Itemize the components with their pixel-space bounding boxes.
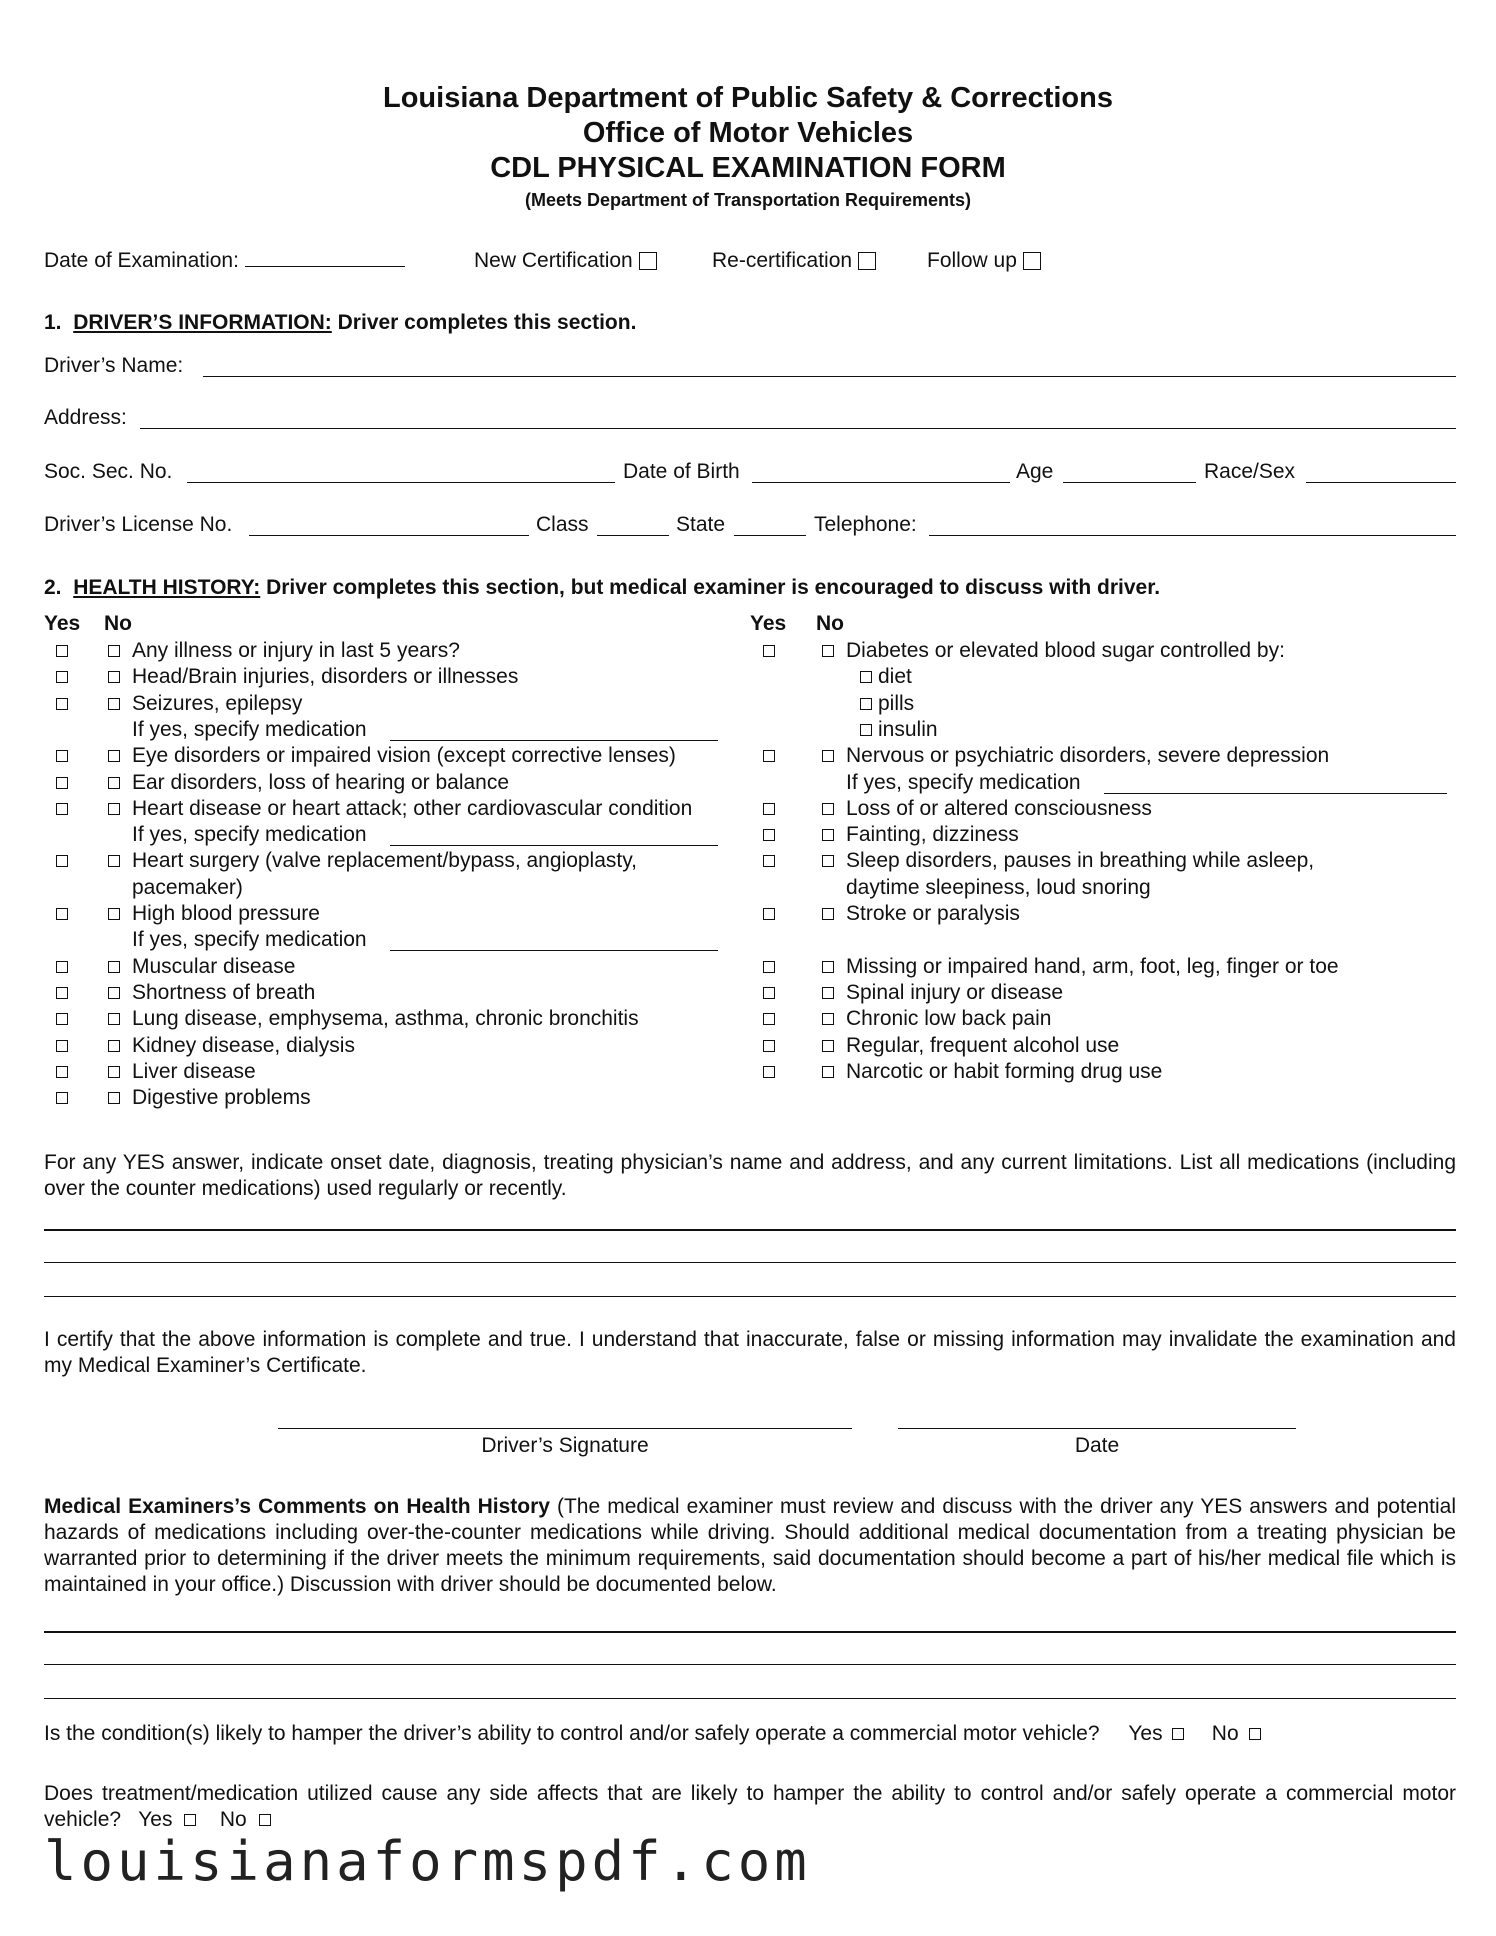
comments-line-1[interactable] (44, 1631, 1456, 1633)
right-history-no-checkbox[interactable] (822, 987, 834, 999)
left-history-no-checkbox[interactable] (108, 908, 120, 920)
section-1-number: 1. (44, 311, 62, 334)
left-history-no-checkbox[interactable] (108, 1040, 120, 1052)
class-label: Class (536, 513, 589, 536)
right-history-yes-checkbox[interactable] (763, 987, 775, 999)
left-history-no-checkbox[interactable] (108, 777, 120, 789)
left-medication-field[interactable] (390, 928, 718, 951)
left-history-label: Digestive problems (132, 1086, 311, 1110)
right-history-label: Loss of or altered consciousness (846, 796, 1152, 820)
right-medication-field[interactable] (1104, 771, 1447, 794)
dob-field[interactable] (752, 460, 1010, 483)
state-label: State (676, 513, 726, 536)
section-1-title: DRIVER’S INFORMATION: (73, 311, 332, 334)
right-history-label: Spinal injury or disease (846, 980, 1064, 1004)
right-history-yes-checkbox[interactable] (763, 750, 775, 762)
form-subtitle: (Meets Department of Transportation Requirements) (524, 190, 972, 210)
right-history-sub-checkbox[interactable] (860, 724, 872, 736)
driver-signature-label: Driver’s Signature (481, 1434, 649, 1457)
right-history-yes-checkbox[interactable] (763, 908, 775, 920)
form-title: CDL PHYSICAL EXAMINATION FORM (490, 152, 1006, 184)
right-history-label: Stroke or paralysis (846, 902, 1020, 925)
left-history-label: Muscular disease (132, 954, 296, 978)
license-label: Driver’s License No. (44, 513, 233, 536)
right-history-no-checkbox[interactable] (822, 829, 834, 841)
left-history-label: Shortness of breath (132, 980, 316, 1004)
certification-statement: I certify that the above information is complete and true. I understand that inaccurate, false or missing information may invalidate the examination and my Medical Examiner’s Certificate. (44, 1328, 1456, 1377)
form-office-title: Office of Motor Vehicles (582, 117, 914, 149)
left-history-yes-checkbox[interactable] (56, 645, 68, 657)
left-history-label: High blood pressure (132, 902, 320, 925)
right-history-sub-checkbox[interactable] (860, 671, 872, 683)
section-2-title: HEALTH HISTORY: (73, 576, 261, 599)
left-history-label: Any illness or injury in last 5 years? (132, 639, 460, 662)
address-field[interactable] (140, 406, 1456, 429)
left-history-no-checkbox[interactable] (108, 961, 120, 973)
left-history-no-checkbox[interactable] (108, 750, 120, 762)
explanation-line-1[interactable] (44, 1229, 1456, 1231)
right-no-header: No (816, 612, 844, 635)
condition-no-checkbox[interactable] (1249, 1728, 1261, 1740)
right-history-sub-checkbox[interactable] (860, 698, 872, 710)
left-history-yes-checkbox[interactable] (56, 987, 68, 999)
medication-no-label: No (219, 1808, 247, 1831)
right-history-no-checkbox[interactable] (822, 908, 834, 920)
examiner-comments-body: (The medical examiner must review and discuss with the driver any YES answers and potential hazards of medications including over-the-counter medications while driving. Should additional medical documentation from a treating physician be warranted prior to determining if the driver meets the minimum requirements, said documentation should become a part of his/her medical file which is maintained in your office.) Discussion with driver should be documented below. (44, 1495, 1456, 1596)
right-history-yes-checkbox[interactable] (763, 645, 775, 657)
left-history-label: pacemaker) (132, 875, 243, 899)
exam-date-field[interactable] (245, 266, 405, 267)
recertification-label: Re-certification (712, 249, 853, 272)
right-history-yes-checkbox[interactable] (763, 829, 775, 841)
left-history-label: Seizures, epilepsy (132, 691, 303, 715)
right-history-label: insulin (878, 717, 938, 741)
address-label: Address: (44, 406, 127, 429)
right-history-label: If yes, specify medication (846, 770, 1081, 794)
driver-name-field[interactable] (203, 354, 1456, 377)
left-history-no-checkbox[interactable] (108, 1013, 120, 1025)
left-history-no-checkbox[interactable] (108, 855, 120, 867)
section-2-note: Driver completes this section, but medical examiner is encouraged to discuss with driver. (266, 576, 1161, 599)
right-history-label: Sleep disorders, pauses in breathing while asleep, (846, 849, 1315, 873)
race-sex-field[interactable] (1306, 460, 1456, 483)
left-history-yes-checkbox[interactable] (56, 1066, 68, 1078)
class-field[interactable] (597, 513, 669, 536)
site-watermark: louisianaformspdf.com (44, 1830, 811, 1893)
condition-question-text: Is the condition(s) likely to hamper the driver’s ability to control and/or safely operate a commercial motor vehicle? (44, 1722, 1100, 1745)
comments-line-3[interactable] (44, 1698, 1456, 1699)
medication-question-text: Does treatment/medication utilized cause any side affects that are likely to hamper the ability to control and/or safely operate a commercial motor vehicle? (44, 1782, 1456, 1831)
section-1-heading (44, 311, 636, 335)
medication-no-checkbox[interactable] (259, 1814, 271, 1826)
signature-date-line[interactable] (898, 1428, 1296, 1429)
left-history-label: Ear disorders, loss of hearing or balance (132, 770, 510, 794)
explanation-line-3[interactable] (44, 1296, 1456, 1297)
ssn-field[interactable] (187, 460, 615, 483)
left-history-label: Liver disease (132, 1059, 256, 1083)
left-history-yes-checkbox[interactable] (56, 698, 68, 710)
exam-date-label: Date of Examination: (44, 249, 239, 272)
telephone-field[interactable] (929, 513, 1456, 536)
right-history-yes-checkbox[interactable] (763, 803, 775, 815)
left-history-label: Heart disease or heart attack; other cardiovascular condition (132, 796, 693, 820)
right-history-label: diet (878, 665, 912, 689)
section-2-heading (44, 576, 1160, 600)
right-history-no-checkbox[interactable] (822, 645, 834, 657)
form-agency-title: Louisiana Department of Public Safety & Corrections (383, 82, 1113, 114)
left-no-header: No (104, 612, 132, 635)
left-history-no-checkbox[interactable] (108, 698, 120, 710)
right-yes-header: Yes (750, 612, 787, 635)
exam-date-row (44, 249, 405, 273)
new-certification-label: New Certification (474, 249, 633, 272)
driver-name-label: Driver’s Name: (44, 354, 184, 377)
section-1-note: Driver completes this section. (337, 311, 637, 334)
medication-question (44, 1781, 1456, 1833)
race-sex-label: Race/Sex (1204, 460, 1296, 483)
signature-date-label: Date (1074, 1434, 1120, 1457)
right-history-yes-checkbox[interactable] (763, 1066, 775, 1078)
left-history-label: If yes, specify medication (132, 717, 367, 741)
license-field[interactable] (249, 513, 529, 536)
right-history-label: Nervous or psychiatric disorders, severe depression (846, 744, 1330, 768)
medication-yes-checkbox[interactable] (184, 1814, 196, 1826)
right-history-no-checkbox[interactable] (822, 855, 834, 867)
explanation-line-2[interactable] (44, 1262, 1456, 1263)
examiner-comments-title: Medical Examiners’s Comments on Health History (44, 1495, 550, 1518)
right-history-no-checkbox[interactable] (822, 1040, 834, 1052)
left-history-yes-checkbox[interactable] (56, 1092, 68, 1104)
driver-signature-line[interactable] (278, 1428, 852, 1429)
new-certification-checkbox[interactable] (639, 252, 657, 270)
ssn-label: Soc. Sec. No. (44, 460, 173, 483)
right-history-yes-checkbox[interactable] (763, 961, 775, 973)
left-history-yes-checkbox[interactable] (56, 1040, 68, 1052)
new-certification-option[interactable] (474, 249, 657, 273)
left-history-yes-checkbox[interactable] (56, 908, 68, 920)
right-history-label: Narcotic or habit forming drug use (846, 1059, 1163, 1083)
right-history-label: Fainting, dizziness (846, 823, 1019, 847)
left-history-no-checkbox[interactable] (108, 671, 120, 683)
medication-yes-label: Yes (138, 1808, 173, 1831)
section-2-number: 2. (44, 576, 62, 599)
comments-line-2[interactable] (44, 1664, 1456, 1665)
follow-up-label: Follow up (927, 249, 1017, 272)
left-history-label: Head/Brain injuries, disorders or illnesses (132, 665, 519, 689)
condition-yes-label: Yes (1128, 1722, 1163, 1745)
dob-label: Date of Birth (623, 460, 740, 483)
condition-yes-checkbox[interactable] (1172, 1728, 1184, 1740)
right-history-label: daytime sleepiness, loud snoring (846, 875, 1151, 899)
age-field[interactable] (1063, 460, 1196, 483)
left-medication-field[interactable] (390, 823, 718, 846)
right-history-label: Missing or impaired hand, arm, foot, leg, finger or toe (846, 954, 1339, 978)
condition-no-label: No (1211, 1722, 1239, 1745)
right-history-label: Regular, frequent alcohol use (846, 1033, 1120, 1057)
telephone-label: Telephone: (814, 513, 917, 536)
right-history-no-checkbox[interactable] (822, 961, 834, 973)
left-history-yes-checkbox[interactable] (56, 777, 68, 789)
left-history-no-checkbox[interactable] (108, 1092, 120, 1104)
age-label: Age (1016, 460, 1054, 483)
left-history-yes-checkbox[interactable] (56, 961, 68, 973)
right-history-no-checkbox[interactable] (822, 1013, 834, 1025)
state-field[interactable] (734, 513, 806, 536)
left-history-label: Eye disorders or impaired vision (except corrective lenses) (132, 744, 676, 768)
right-history-label: pills (878, 691, 915, 715)
left-history-label: If yes, specify medication (132, 823, 367, 847)
right-history-yes-checkbox[interactable] (763, 855, 775, 867)
left-history-label: Lung disease, emphysema, asthma, chronic bronchitis (132, 1007, 639, 1031)
left-medication-field[interactable] (390, 718, 718, 741)
left-history-no-checkbox[interactable] (108, 645, 120, 657)
right-history-no-checkbox[interactable] (822, 750, 834, 762)
left-history-label: Kidney disease, dialysis (132, 1033, 355, 1057)
left-history-no-checkbox[interactable] (108, 987, 120, 999)
right-history-label: Diabetes or elevated blood sugar controlled by: (846, 639, 1285, 662)
right-history-yes-checkbox[interactable] (763, 1040, 775, 1052)
right-history-label: Chronic low back pain (846, 1007, 1052, 1031)
examiner-comments-instructions (44, 1494, 1456, 1598)
right-history-yes-checkbox[interactable] (763, 1013, 775, 1025)
left-history-yes-checkbox[interactable] (56, 855, 68, 867)
left-history-yes-checkbox[interactable] (56, 671, 68, 683)
left-history-no-checkbox[interactable] (108, 1066, 120, 1078)
recertification-checkbox[interactable] (858, 252, 876, 270)
left-history-no-checkbox[interactable] (108, 803, 120, 815)
yes-instructions: For any YES answer, indicate onset date, diagnosis, treating physician’s name and address, and any current limitations. List all medications (including over the counter medications) used regularly or recently. (44, 1151, 1456, 1200)
right-history-no-checkbox[interactable] (822, 1066, 834, 1078)
right-history-no-checkbox[interactable] (822, 803, 834, 815)
condition-question (44, 1722, 1265, 1746)
left-history-yes-checkbox[interactable] (56, 1013, 68, 1025)
follow-up-checkbox[interactable] (1023, 252, 1041, 270)
left-yes-header: Yes (44, 612, 81, 635)
recertification-option[interactable] (712, 249, 876, 273)
left-history-yes-checkbox[interactable] (56, 803, 68, 815)
left-history-label: If yes, specify medication (132, 928, 367, 952)
follow-up-option[interactable] (927, 249, 1041, 273)
left-history-label: Heart surgery (valve replacement/bypass, angioplasty, (132, 849, 638, 873)
left-history-yes-checkbox[interactable] (56, 750, 68, 762)
